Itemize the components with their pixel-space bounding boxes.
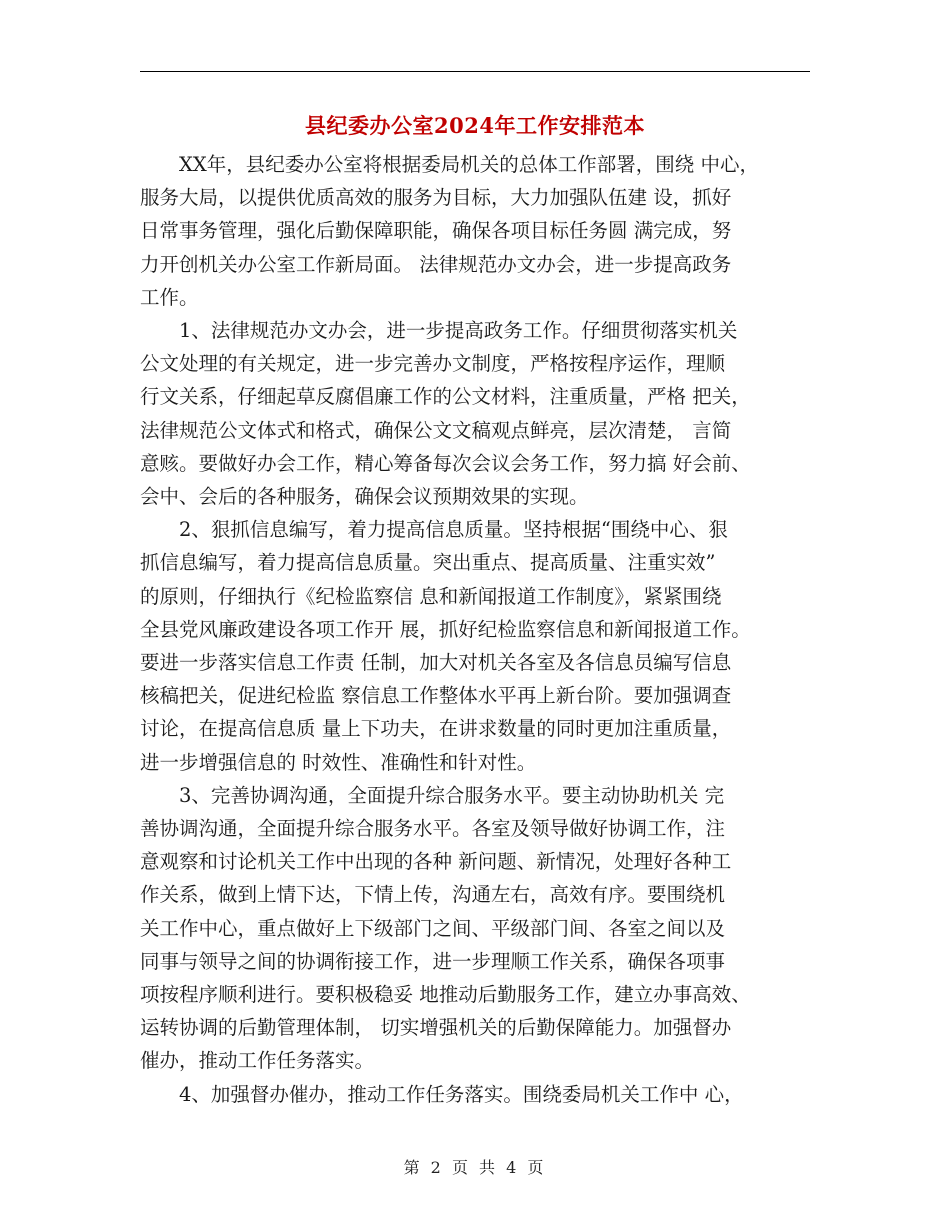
text-line: 日常事务管理，强化后勤保障职能，确保各项目标任务圆 满完成，努 — [140, 219, 732, 243]
document-body — [140, 148, 812, 1111]
text-line: 运转协调的后勤管理体制， 切实增强机关的后勤保障能力。加强督办 — [140, 1016, 732, 1040]
text-line: 法律规范公文体式和格式，确保公文文稿观点鲜亮，层次清楚， 言简 — [140, 418, 732, 442]
paragraph-4 — [140, 1078, 812, 1111]
text-line: 项按程序顺利进行。要积极稳妥 地推动后勤服务工作，建立办事高效、 — [140, 983, 751, 1007]
text-line: 核稿把关，促进纪检监 察信息工作整体水平再上新台阶。要加强调查 — [140, 684, 732, 708]
text-line: 4、加强督办催办，推动工作任务落实。围绕委局机关工作中 心， — [140, 1082, 744, 1106]
text-line: 善协调沟通，全面提升综合服务水平。各室及领导做好协调工作，注 — [140, 817, 726, 841]
text-line: 1、法律规范办文办会，进一步提高政务工作。仔细贯彻落实机关 — [140, 319, 738, 343]
text-line: 公文处理的有关规定，进一步完善办文制度，严格按程序运作，理顺 — [140, 352, 726, 376]
paragraph-intro — [140, 148, 812, 314]
text-line: 的原则，仔细执行《纪检监察信 息和新闻报道工作制度》，紧紧围绕 — [140, 584, 722, 608]
paragraph-2 — [140, 513, 812, 779]
text-line: 工作。 — [140, 285, 199, 309]
text-line: 全县党风廉政建设各项工作开 展，抓好纪检监察信息和新闻报道工作。 — [140, 617, 751, 641]
document-title: 县纪委办公室2024年工作安排范本 — [305, 113, 645, 138]
text-line: 3、完善协调沟通，全面提升综合服务水平。要主动协助机关 完 — [140, 783, 725, 807]
text-line: 作关系，做到上情下达，下情上传，沟通左右，高效有序。要围绕机 — [140, 883, 726, 907]
text-line: 2、狠抓信息编写，着力提高信息质量。坚持根据“围绕中心、狠 — [140, 518, 728, 542]
text-line: 服务大局，以提供优质高效的服务为目标，大力加强队伍建 设，抓好 — [140, 186, 732, 210]
text-line: 意观察和讨论机关工作中出现的各种 新问题、新情况，处理好各种工 — [140, 850, 732, 874]
text-line: 行文关系，仔细起草反腐倡廉工作的公文材料，注重质量，严格 把关， — [140, 385, 751, 409]
text-line: 关工作中心，重点做好上下级部门之间、平级部门间、各室之间以及 — [140, 916, 726, 940]
text-line: XX年，县纪委办公室将根据委局机关的总体工作部署，围绕 中心， — [140, 153, 759, 176]
text-line: 力开创机关办公室工作新局面。 法律规范办文办会，进一步提高政务 — [140, 252, 732, 276]
text-line: 同事与领导之间的协调衔接工作，进一步理顺工作关系，确保各项事 — [140, 949, 726, 973]
paragraph-1 — [140, 314, 812, 513]
paragraph-3 — [140, 779, 812, 1078]
text-line: 要进一步落实信息工作责 任制，加大对机关各室及各信息员编写信息 — [140, 651, 732, 675]
header-rule — [140, 71, 810, 72]
text-line: 意赅。要做好办会工作，精心筹备每次会议会务工作，努力搞 好会前、 — [140, 451, 751, 475]
text-line: 讨论，在提高信息质 量上下功夫，在讲求数量的同时更加注重质量， — [140, 717, 732, 741]
page-footer: 第 2 页 共 4 页 — [403, 1158, 547, 1177]
text-line: 进一步增强信息的 时效性、准确性和针对性。 — [140, 750, 537, 774]
text-line: 抓信息编写，着力提高信息质量。突出重点、提高质量、注重实效” — [140, 551, 716, 575]
text-line: 会中、会后的各种服务，确保会议预期效果的实现。 — [140, 485, 589, 509]
text-line: 催办，推动工作任务落实。 — [140, 1049, 375, 1073]
